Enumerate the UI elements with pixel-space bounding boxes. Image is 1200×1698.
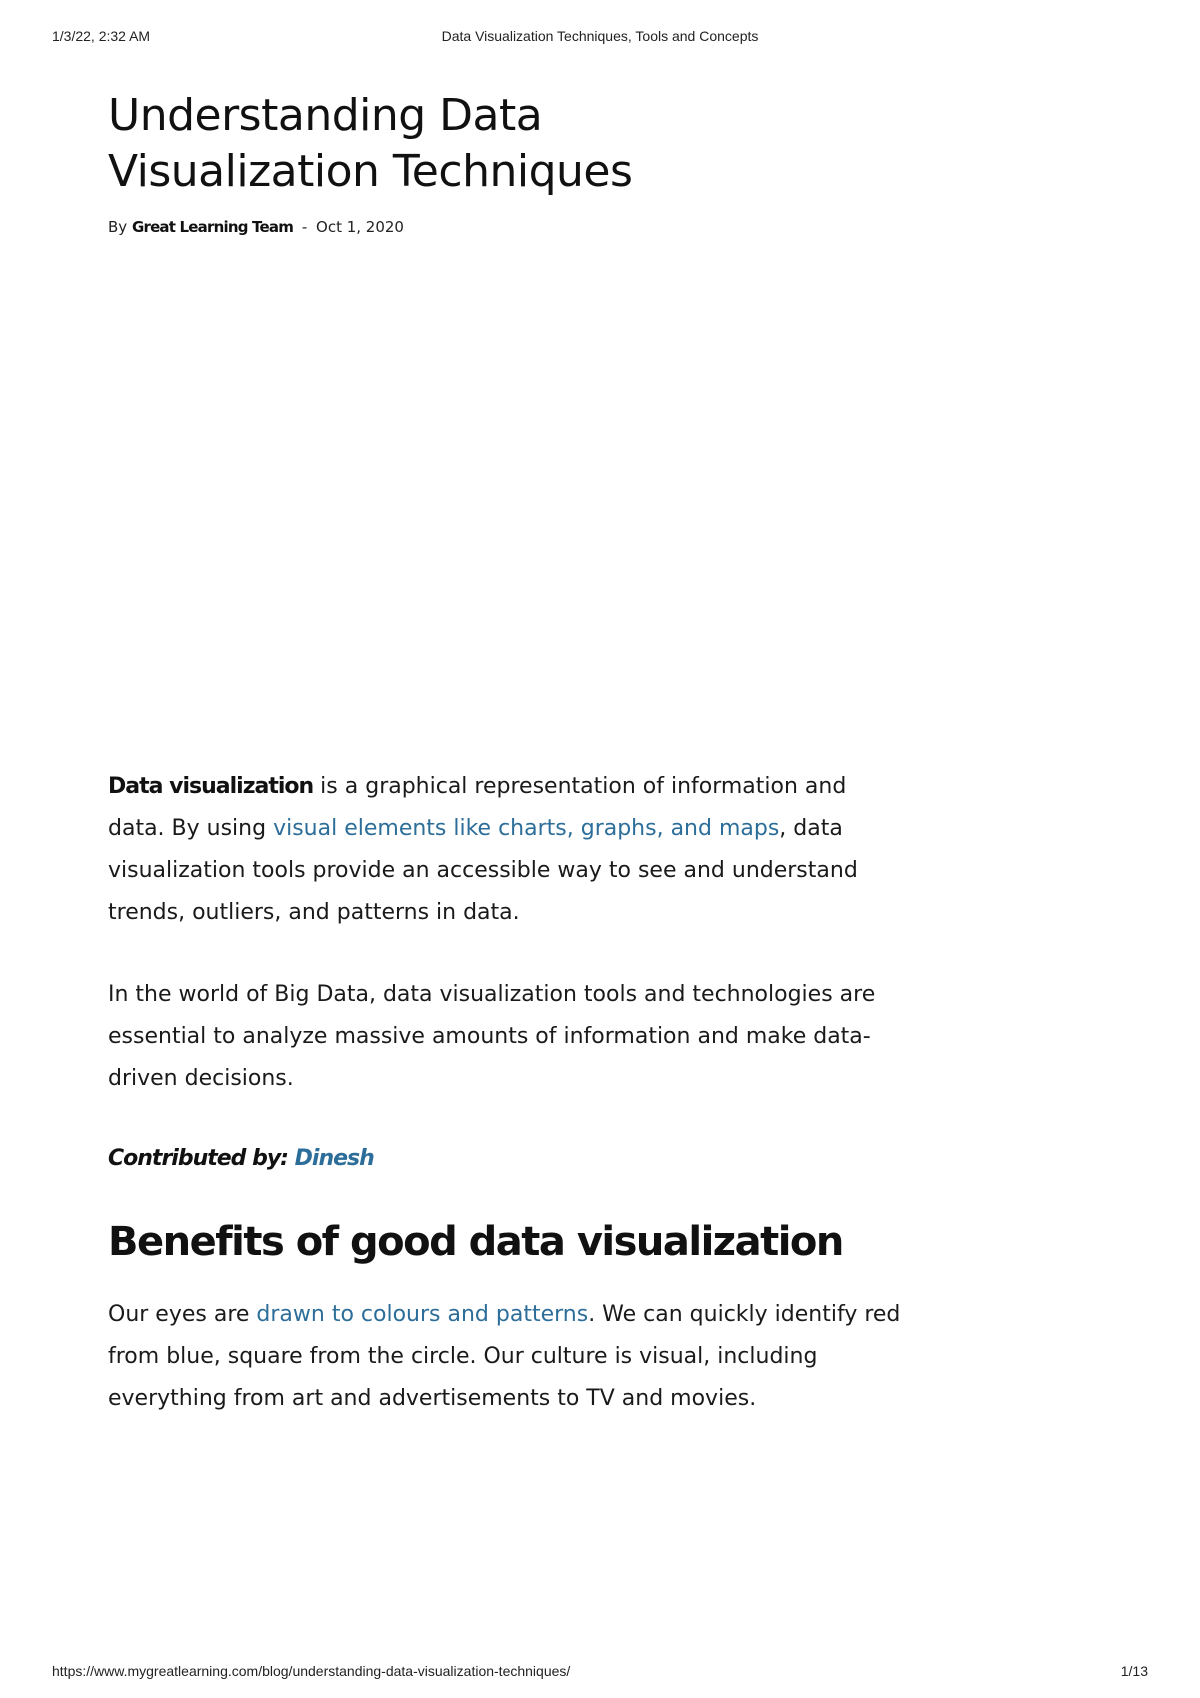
article-title-line2: Visualization Techniques: [108, 146, 633, 197]
byline-separator: -: [301, 218, 308, 236]
section-heading: Benefits of good data visualization: [108, 1219, 843, 1265]
article-header: [108, 88, 908, 236]
contributor-line: [108, 1138, 908, 1180]
intro-text-b: , data visualization tools provide an accessible way to see and understand trends, outliers, and patterns in data.: [108, 816, 858, 925]
byline: [108, 218, 908, 236]
article-title: [108, 88, 908, 200]
colours-patterns-link[interactable]: drawn to colours and patterns: [256, 1302, 589, 1327]
print-doc-title: Data Visualization Techniques, Tools and Concepts: [441, 28, 759, 44]
print-page-number: 1/13: [1120, 1663, 1148, 1679]
author-link[interactable]: Great Learning Team: [131, 218, 294, 236]
print-url: https://www.mygreatlearning.com/blog/understanding-data-visualization-techniques/: [52, 1663, 571, 1679]
byline-prefix: By: [108, 218, 128, 236]
visual-elements-link[interactable]: visual elements like charts, graphs, and maps: [273, 816, 780, 841]
intro-paragraph: [108, 766, 908, 934]
print-footer: [52, 1663, 1148, 1683]
contributor-link[interactable]: Dinesh: [294, 1146, 374, 1171]
benefits-text-a: Our eyes are: [108, 1302, 257, 1327]
big-data-paragraph: In the world of Big Data, data visualization tools and technologies are essential to analyze massive amounts of information and make data-driven decisions.: [108, 982, 876, 1091]
article-body: [108, 766, 908, 1420]
article-title-line1: Understanding Data: [108, 90, 543, 141]
intro-term: Data visualization: [108, 774, 314, 799]
print-header: [52, 28, 1148, 48]
benefits-text-b: . We can quickly identify red from blue, square from the circle. Our culture is visual, including everything from art and advertisements to TV and movies.: [108, 1302, 901, 1411]
publish-date: Oct 1, 2020: [316, 218, 404, 236]
intro-text-a: is a graphical representation of information and data. By using: [108, 774, 847, 841]
print-datetime: 1/3/22, 2:32 AM: [52, 28, 151, 44]
benefits-paragraph: [108, 1294, 908, 1420]
contributor-label: Contributed by:: [108, 1146, 295, 1171]
